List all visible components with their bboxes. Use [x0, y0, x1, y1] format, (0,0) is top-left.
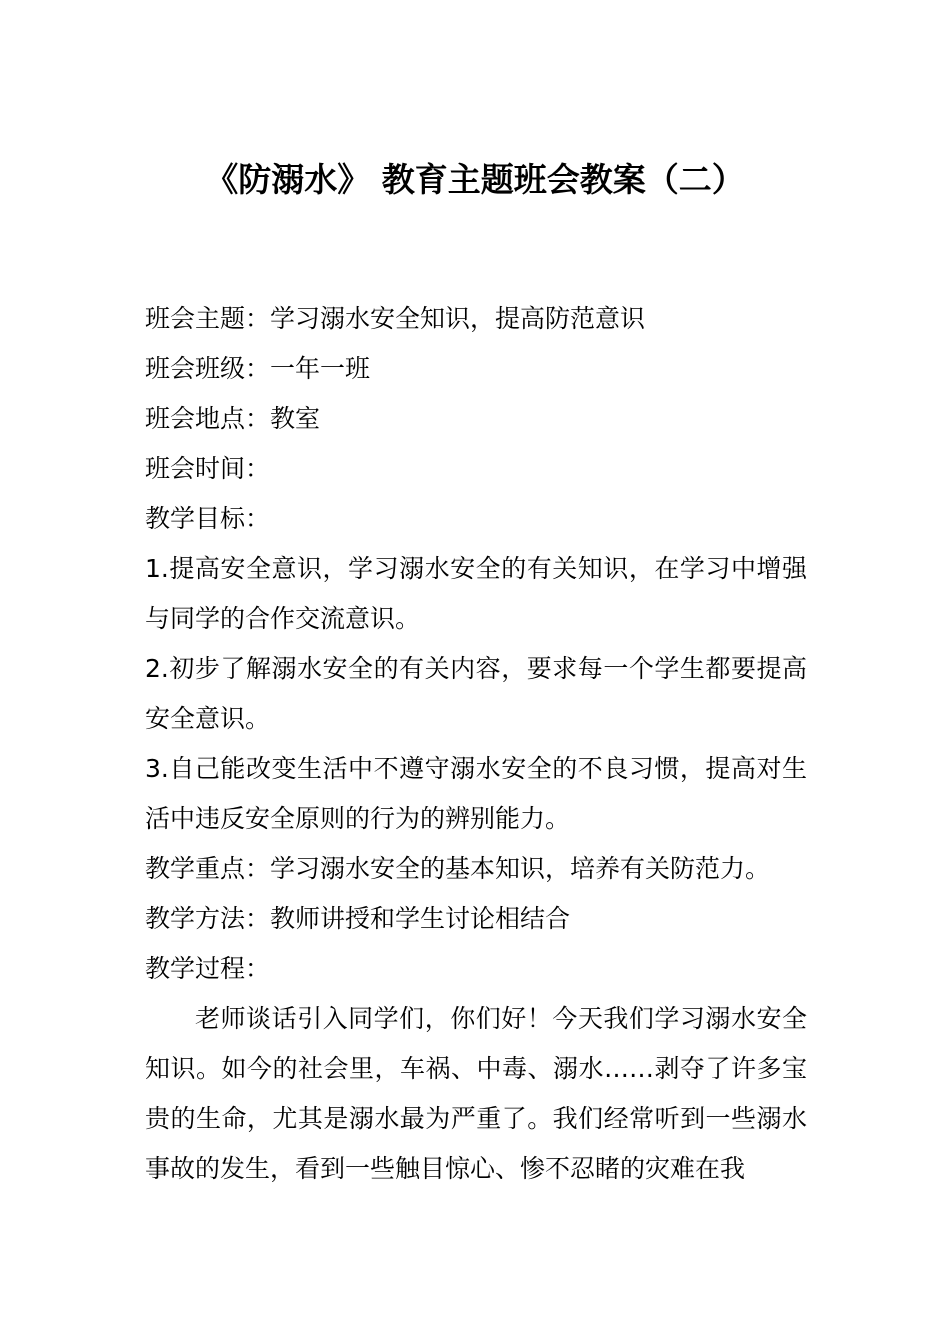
paragraph-teaching-goals-heading: 教学目标：: [145, 504, 271, 533]
paragraph-goal-1: 1.提高安全意识，学习溺水安全的有关知识，在学习中增强与同学的合作交流意识。: [145, 554, 807, 633]
paragraph-teaching-focus: 教学重点：学习溺水安全的基本知识，培养有关防范力。: [145, 854, 771, 883]
paragraph-class-grade: 班会班级：一年一班: [145, 354, 371, 383]
paragraph-class-time: 班会时间：: [145, 454, 271, 483]
paragraph-goal-3: 3.自己能改变生活中不遵守溺水安全的不良习惯，提高对生活中违反安全原则的行为的辨别能力。: [145, 754, 807, 833]
paragraph-class-location: 班会地点：教室: [145, 404, 321, 433]
paragraph-teaching-method: 教学方法：教师讲授和学生讨论相结合: [145, 904, 571, 933]
document-body: [145, 294, 807, 1194]
paragraph-teacher-intro: 老师谈话引入同学们，你们好！今天我们学习溺水安全知识。如今的社会里，车祸、中毒、溺水……剥夺了许多宝贵的生命，尤其是溺水最为严重了。我们经常听到一些溺水事故的发生，看到一些触目惊心、惨不忍睹的灾难在我: [145, 1004, 807, 1183]
paragraph-class-topic: 班会主题：学习溺水安全知识，提高防范意识: [145, 304, 646, 333]
paragraph-teaching-process-heading: 教学过程：: [145, 954, 271, 983]
document-title: 《防溺水》 教育主题班会教案（二）: [205, 160, 745, 199]
paragraph-goal-2: 2.初步了解溺水安全的有关内容，要求每一个学生都要提高安全意识。: [145, 654, 807, 733]
